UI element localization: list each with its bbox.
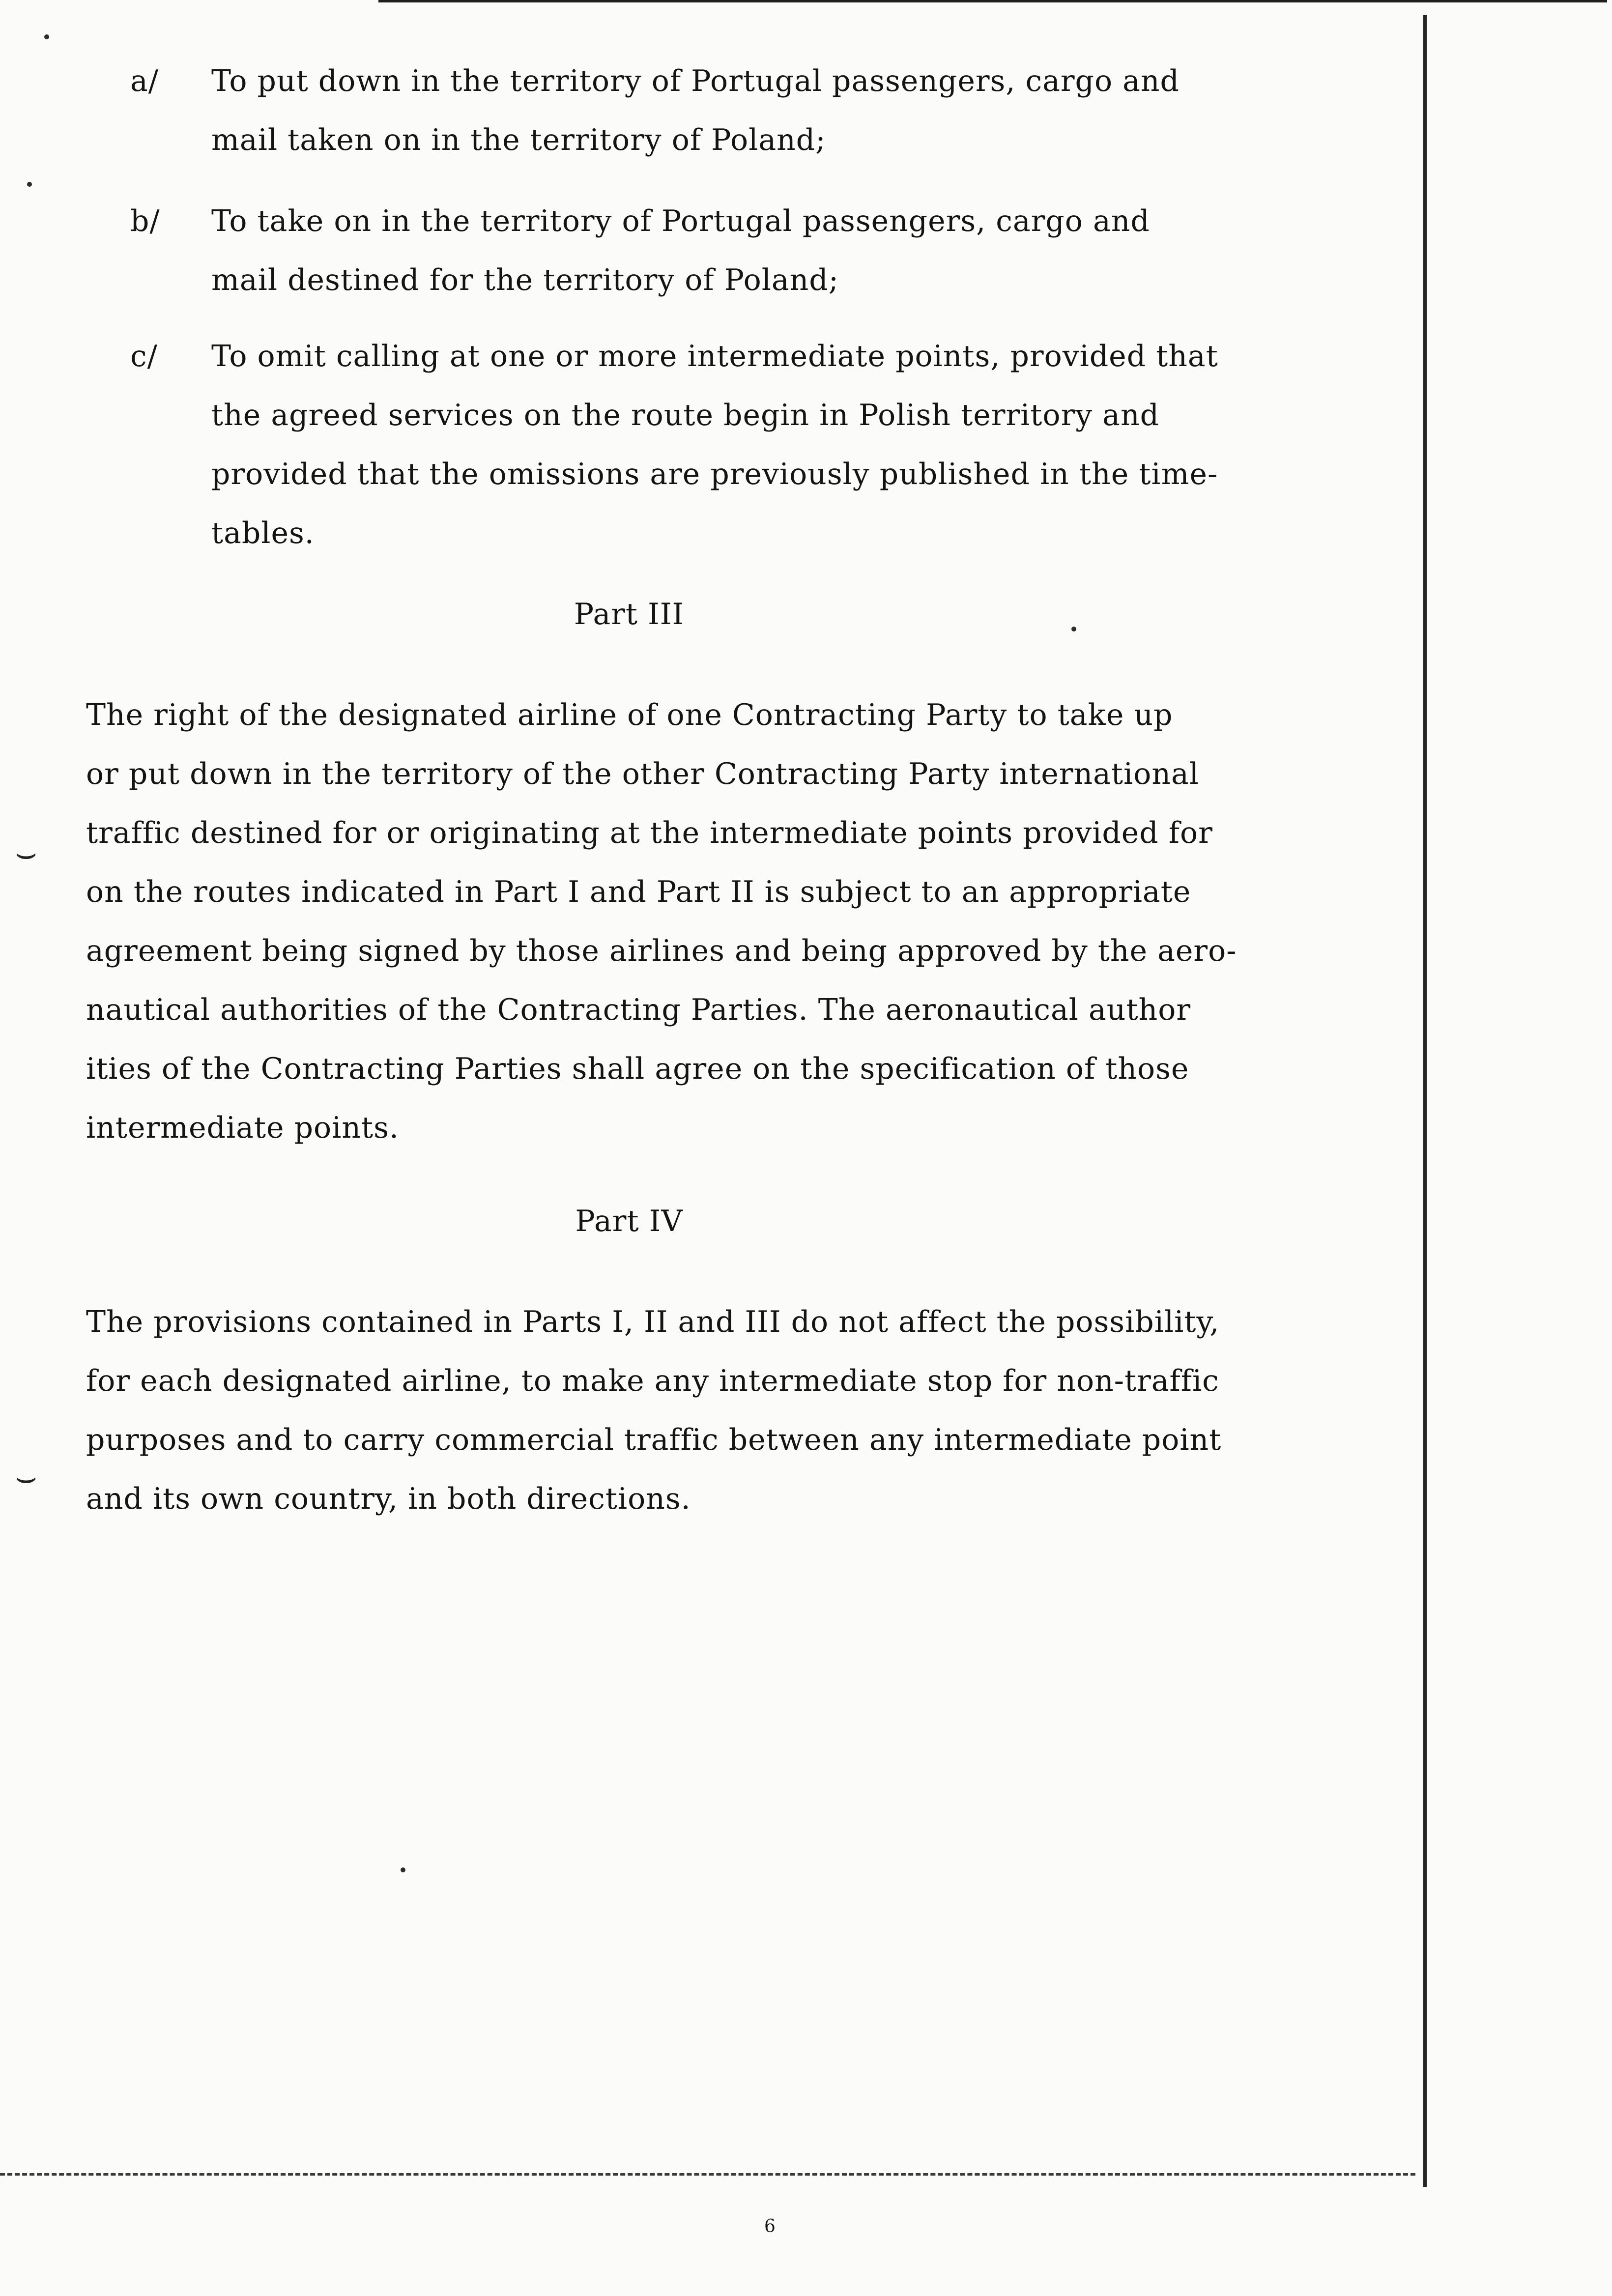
list-item-line: mail taken on in the territory of Poland;	[211, 123, 826, 157]
list-item-line: provided that the omissions are previously published in the time-	[211, 457, 1218, 491]
paragraph-line: agreement being signed by those airlines and being approved by the aero-	[86, 934, 1237, 968]
paragraph-line: and its own country, in both directions.	[86, 1482, 691, 1516]
right-frame-line	[1423, 15, 1427, 2187]
list-item-line: mail destined for the territory of Poland;	[211, 263, 839, 297]
margin-bracket-mark: ⌣	[15, 832, 38, 873]
paragraph-line: traffic destined for or originating at the intermediate points provided for	[86, 816, 1213, 850]
scan-speck	[401, 1867, 405, 1872]
scan-speck	[27, 182, 32, 187]
list-item-line: To omit calling at one or more intermediate points, provided that	[211, 339, 1218, 373]
paragraph-line: nautical authorities of the Contracting Parties. The aeronautical author	[86, 993, 1191, 1027]
list-item-label: c/	[130, 339, 158, 373]
paragraph-line: The right of the designated airline of one Contracting Party to take up	[86, 698, 1173, 732]
paragraph-line: or put down in the territory of the other Contracting Party international	[86, 757, 1199, 791]
margin-bracket-mark: ⌣	[15, 1457, 38, 1497]
page-number: 6	[764, 2216, 776, 2237]
list-item-line: To take on in the territory of Portugal passengers, cargo and	[211, 204, 1150, 238]
paragraph-line: The provisions contained in Parts I, II and III do not affect the possibility,	[86, 1305, 1220, 1339]
paragraph-line: ities of the Contracting Parties shall agree on the specification of those	[86, 1052, 1189, 1086]
list-item-label: a/	[130, 64, 159, 98]
paragraph-line: intermediate points.	[86, 1111, 399, 1145]
list-item-line: tables.	[211, 516, 315, 550]
paragraph-line: on the routes indicated in Part I and Part II is subject to an appropriate	[86, 875, 1191, 909]
part-3-paragraph	[86, 700, 1237, 1172]
part-3-heading: Part III	[574, 597, 685, 631]
bottom-frame-line	[0, 2173, 1415, 2176]
list-item-line: the agreed services on the route begin in Polish territory and	[211, 398, 1160, 432]
list-item-line: To put down in the territory of Portugal passengers, cargo and	[211, 64, 1180, 98]
paragraph-line: for each designated airline, to make any intermediate stop for non-traffic	[86, 1364, 1219, 1398]
scan-speck	[44, 34, 49, 39]
list-item-label: b/	[130, 204, 160, 238]
part-4-heading: Part IV	[575, 1204, 683, 1238]
top-frame-line	[378, 0, 1607, 2]
part-4-paragraph	[86, 1307, 1221, 1543]
paragraph-line: purposes and to carry commercial traffic between any intermediate point	[86, 1423, 1222, 1457]
